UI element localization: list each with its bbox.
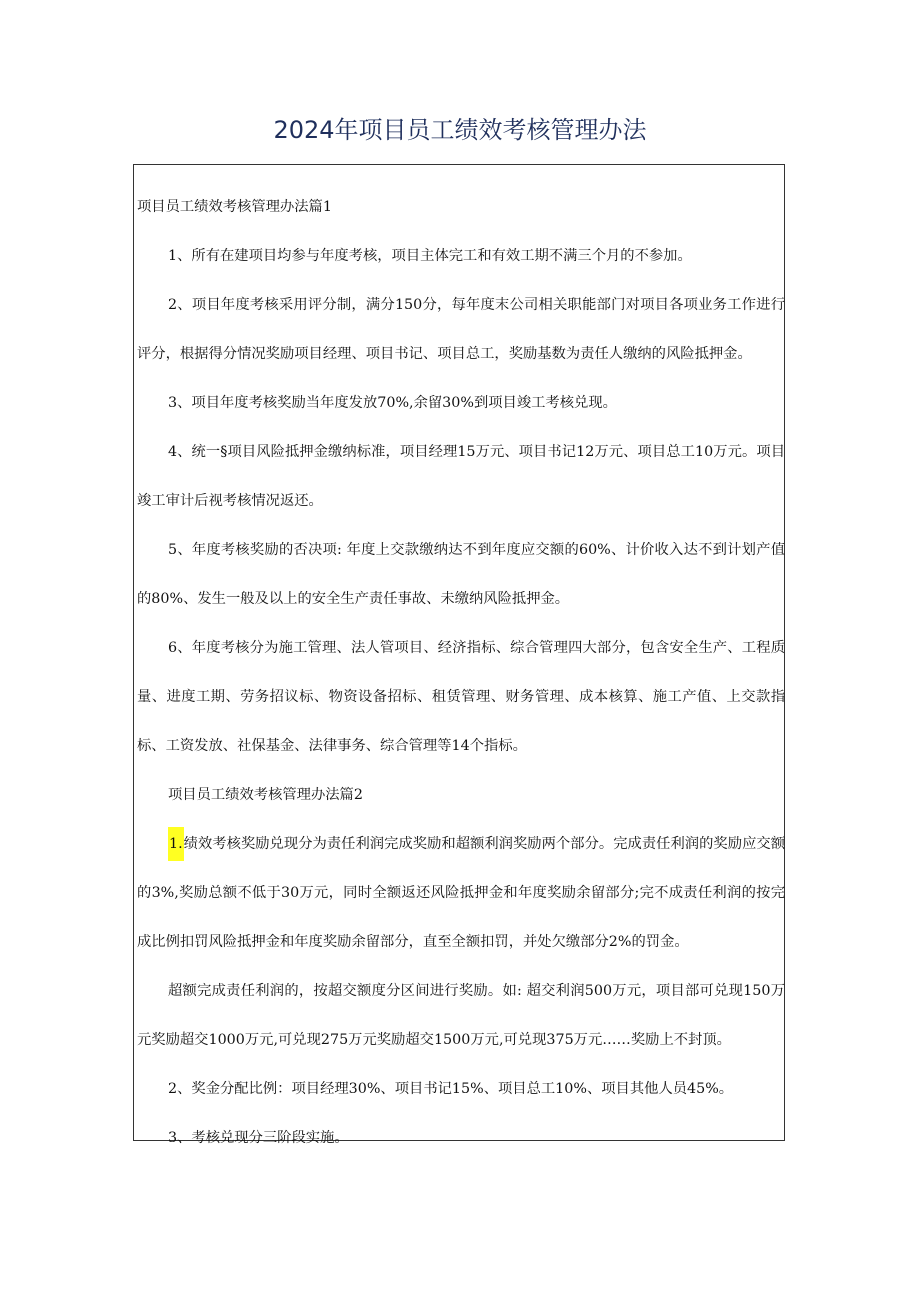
paragraph-4: 4、统一§项目风险抵押金缴纳标准，项目经理15万元、项目书记12万元、项目总工10万元。项目竣工审计后视考核情况返还。 xyxy=(137,444,785,509)
paragraph-2: 2、项目年度考核采用评分制，满分150分，每年度末公司相关职能部门对项目各项业务工作进行评分，根据得分情况奖励项目经理、项目书记、项目总工，奖励基数为责任人缴纳的风险抵押金。 xyxy=(137,297,785,362)
document-title: 2024年项目员工绩效考核管理办法 xyxy=(273,116,647,144)
highlighted-list-marker: 1. xyxy=(168,827,184,861)
section-heading-1: 项目员工绩效考核管理办法篇1 xyxy=(137,199,332,215)
paragraph-5: 5、年度考核奖励的否决项: 年度上交款缴纳达不到年度应交额的60%、计价收入达不到计划产值的80%、发生一般及以上的安全生产责任事故、未缴纳风险抵押金。 xyxy=(137,542,785,607)
paragraph-3: 3、项目年度考核奖励当年度发放70%,余留30%到项目竣工考核兑现。 xyxy=(168,395,617,411)
content-frame xyxy=(133,164,785,1146)
paragraph-7-text: 绩效考核奖励兑现分为责任利润完成奖励和超额利润奖励两个部分。完成责任利润的奖励应交额的3%,奖励总额不低于30万元，同时全额返还风险抵押金和年度奖励余留部分;完不成责任利润的按完成比例扣罚风险抵押金和年度奖励余留部分，直至全额扣罚，并处欠缴部分2%的罚金。 xyxy=(137,836,785,950)
document-body xyxy=(137,183,785,1163)
paragraph-6: 6、年度考核分为施工管理、法人管项目、经济指标、综合管理四大部分，包含安全生产、工程质量、进度工期、劳务招议标、物资设备招标、租赁管理、财务管理、成本核算、施工产值、上交款指标、工资发放、社保基金、法律事务、综合管理等14个指标。 xyxy=(137,640,785,754)
paragraph-9: 2、奖金分配比例：项目经理30%、项目书记15%、项目总工10%、项目其他人员45%。 xyxy=(168,1081,734,1097)
section-heading-2: 项目员工绩效考核管理办法篇2 xyxy=(168,787,363,803)
paragraph-7 xyxy=(137,820,785,967)
paragraph-10: 3、考核兑现分三阶段实施。 xyxy=(168,1130,349,1146)
paragraph-1: 1、所有在建项目均参与年度考核，项目主体完工和有效工期不满三个月的不参加。 xyxy=(168,248,692,264)
paragraph-8: 超额完成责任利润的，按超交额度分区间进行奖励。如: 超交利润500万元，项目部可兑现150万元奖励超交1000万元,可兑现275万元奖励超交1500万元,可兑现375万元……奖励上不封顶。 xyxy=(137,983,785,1048)
